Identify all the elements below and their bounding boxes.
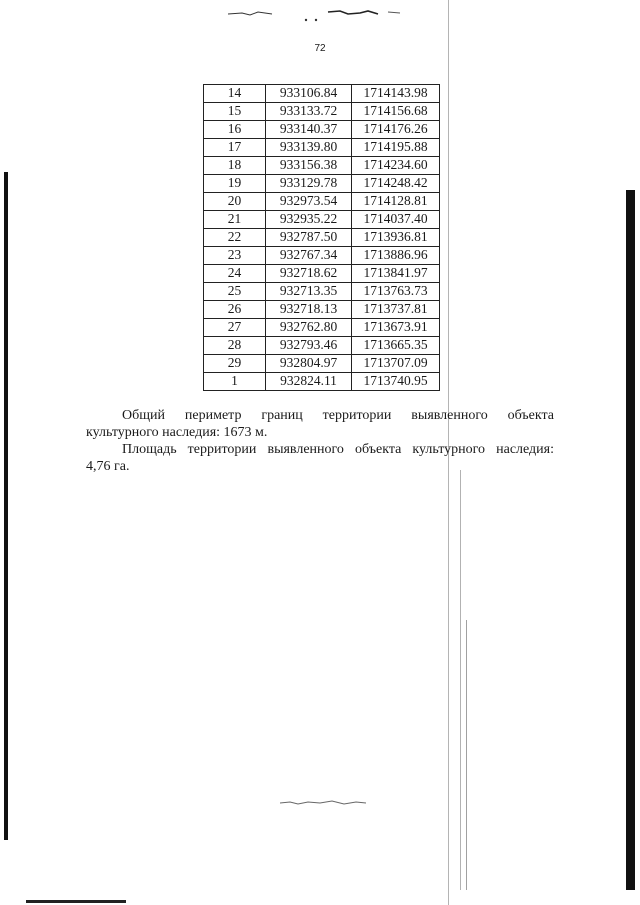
y-coordinate-cell: 1713886.96 [352,247,440,265]
x-coordinate-cell: 933139.80 [266,139,352,157]
table-row [204,301,440,319]
y-coordinate-cell: 1713737.81 [352,301,440,319]
scan-edge-left [4,172,8,840]
y-coordinate-cell: 1714156.68 [352,103,440,121]
point-number-cell: 28 [204,337,266,355]
perimeter-line: Общий периметр границ территории выявленного объекта [122,408,554,423]
area-line: 4,76 га. [86,459,130,474]
table-row [204,211,440,229]
perimeter-paragraph [86,407,554,441]
point-number-cell: 14 [204,85,266,103]
point-number-cell: 20 [204,193,266,211]
y-coordinate-cell: 1714176.26 [352,121,440,139]
y-coordinate-cell: 1713707.09 [352,355,440,373]
fold-line [460,470,461,890]
table-row [204,157,440,175]
y-coordinate-cell: 1713841.97 [352,265,440,283]
point-number-cell: 17 [204,139,266,157]
x-coordinate-cell: 932935.22 [266,211,352,229]
x-coordinate-cell: 933140.37 [266,121,352,139]
table-row [204,355,440,373]
x-coordinate-cell: 932824.11 [266,373,352,391]
x-coordinate-cell: 932793.46 [266,337,352,355]
fold-line [466,620,467,890]
point-number-cell: 16 [204,121,266,139]
y-coordinate-cell: 1714143.98 [352,85,440,103]
y-coordinate-cell: 1713740.95 [352,373,440,391]
table-row [204,103,440,121]
point-number-cell: 18 [204,157,266,175]
point-number-cell: 29 [204,355,266,373]
table-row [204,265,440,283]
table-row [204,373,440,391]
x-coordinate-cell: 933156.38 [266,157,352,175]
x-coordinate-cell: 932718.62 [266,265,352,283]
scan-edge-bottom [26,900,126,903]
point-number-cell: 15 [204,103,266,121]
table-row [204,247,440,265]
perimeter-line: культурного наследия: 1673 м. [86,425,268,440]
x-coordinate-cell: 932713.35 [266,283,352,301]
page-number: 72 [314,43,326,54]
table-row [204,193,440,211]
y-coordinate-cell: 1714128.81 [352,193,440,211]
table-row [204,283,440,301]
x-coordinate-cell: 933129.78 [266,175,352,193]
x-coordinate-cell: 933133.72 [266,103,352,121]
point-number-cell: 24 [204,265,266,283]
y-coordinate-cell: 1713665.35 [352,337,440,355]
point-number-cell: 27 [204,319,266,337]
point-number-cell: 22 [204,229,266,247]
area-line: Площадь территории выявленного объекта культурного наследия: [122,442,554,457]
x-coordinate-cell: 933106.84 [266,85,352,103]
point-number-cell: 19 [204,175,266,193]
table-row [204,175,440,193]
table-row [204,319,440,337]
x-coordinate-cell: 932973.54 [266,193,352,211]
area-paragraph [86,441,554,475]
scan-edge-right [626,190,635,890]
y-coordinate-cell: 1714037.40 [352,211,440,229]
x-coordinate-cell: 932804.97 [266,355,352,373]
table-row [204,337,440,355]
point-number-cell: 23 [204,247,266,265]
y-coordinate-cell: 1713673.91 [352,319,440,337]
y-coordinate-cell: 1714248.42 [352,175,440,193]
table-row [204,229,440,247]
x-coordinate-cell: 932718.13 [266,301,352,319]
point-number-cell: 1 [204,373,266,391]
table-row [204,121,440,139]
y-coordinate-cell: 1713936.81 [352,229,440,247]
table-row [204,85,440,103]
point-number-cell: 21 [204,211,266,229]
point-number-cell: 25 [204,283,266,301]
x-coordinate-cell: 932787.50 [266,229,352,247]
y-coordinate-cell: 1714195.88 [352,139,440,157]
y-coordinate-cell: 1714234.60 [352,157,440,175]
scan-noise-bottom [280,796,370,810]
x-coordinate-cell: 932767.34 [266,247,352,265]
scan-noise-top [228,8,408,22]
table-row [204,139,440,157]
coordinates-table [203,84,440,391]
x-coordinate-cell: 932762.80 [266,319,352,337]
y-coordinate-cell: 1713763.73 [352,283,440,301]
point-number-cell: 26 [204,301,266,319]
